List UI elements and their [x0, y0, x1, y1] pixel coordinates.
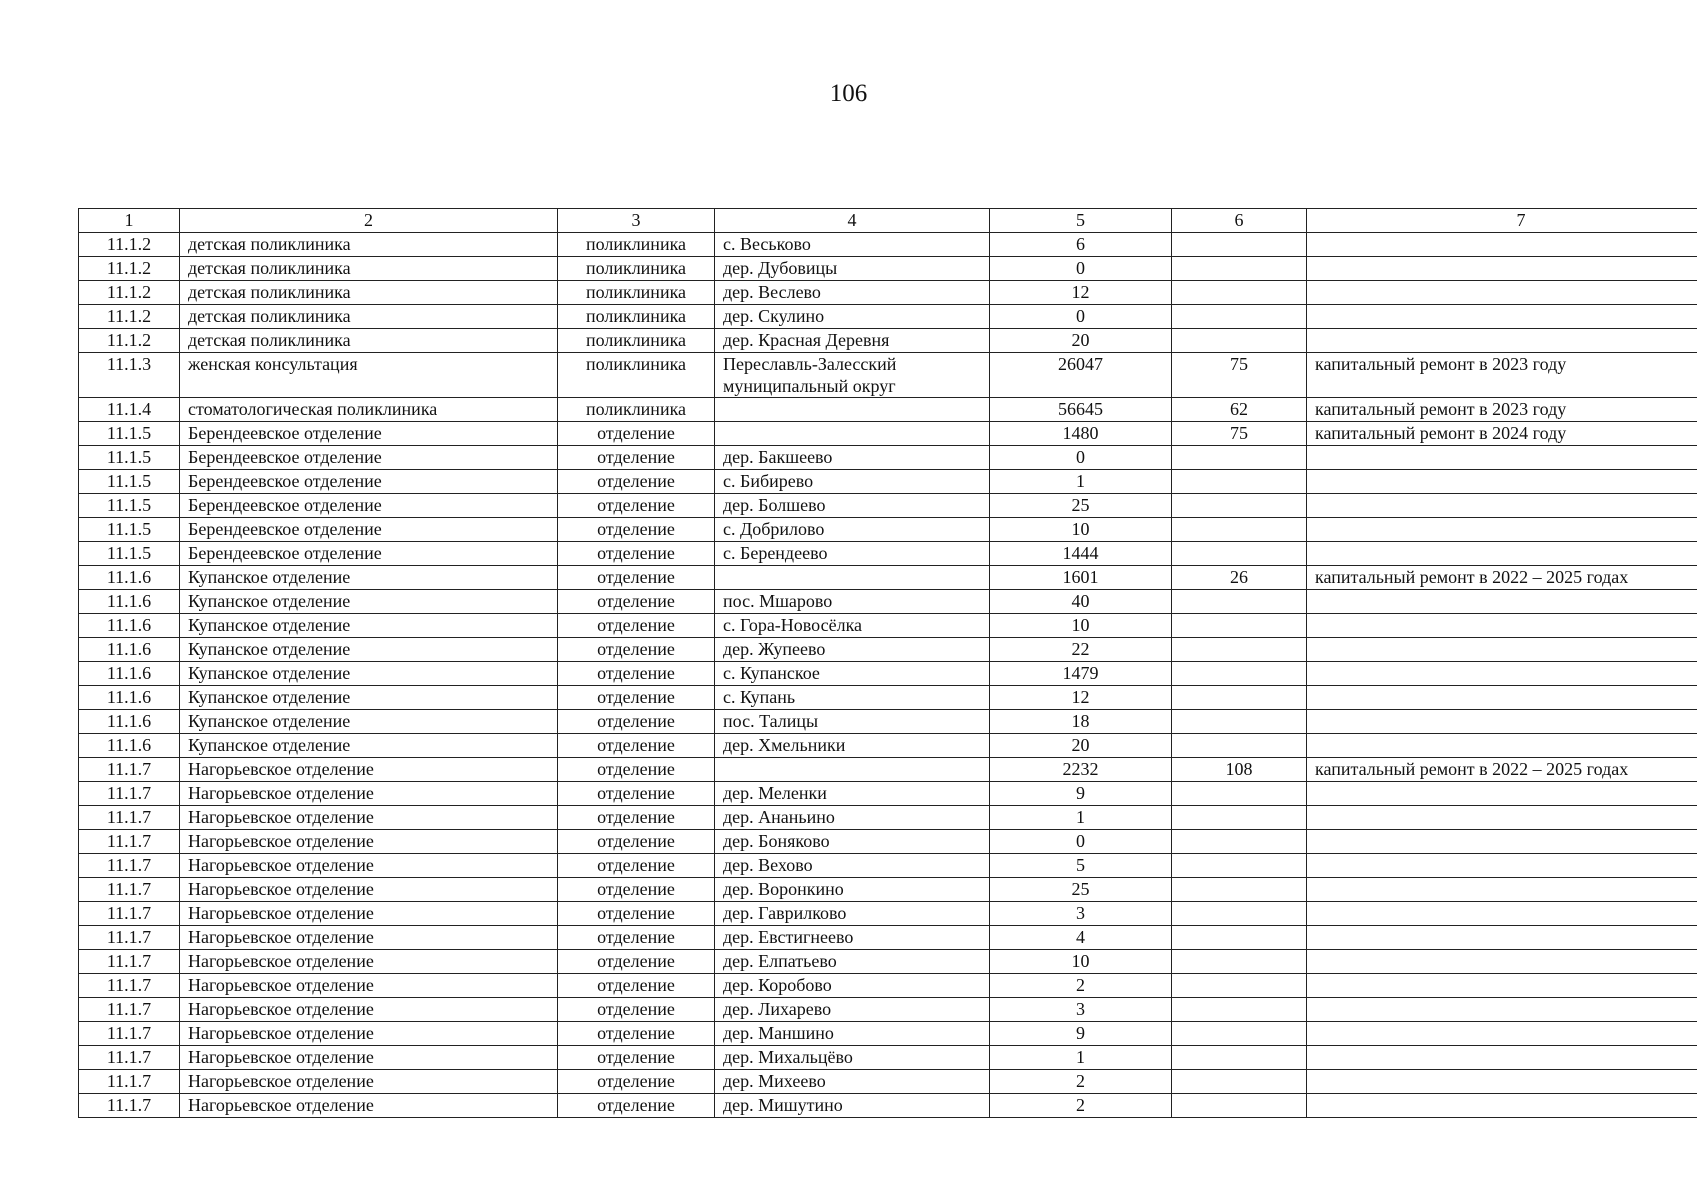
type-cell: поликлиника: [558, 233, 715, 257]
note-cell: [1307, 257, 1697, 281]
percent-cell: [1172, 590, 1307, 614]
location-cell: дер. Мишутино: [715, 1094, 990, 1118]
type-cell: отделение: [558, 542, 715, 566]
institution-name-cell: Нагорьевское отделение: [180, 1070, 558, 1094]
value-cell: 12: [990, 281, 1172, 305]
location-cell: дер. Лихарево: [715, 998, 990, 1022]
percent-cell: [1172, 878, 1307, 902]
type-cell: поликлиника: [558, 329, 715, 353]
percent-cell: 75: [1172, 353, 1307, 398]
note-cell: [1307, 878, 1697, 902]
note-cell: [1307, 281, 1697, 305]
table-row: [79, 926, 1697, 950]
note-cell: [1307, 902, 1697, 926]
table-row: [79, 854, 1697, 878]
institution-name-cell: детская поликлиника: [180, 305, 558, 329]
type-cell: отделение: [558, 1022, 715, 1046]
value-cell: 1444: [990, 542, 1172, 566]
institution-name-cell: Купанское отделение: [180, 686, 558, 710]
note-cell: [1307, 662, 1697, 686]
location-cell: [715, 566, 990, 590]
institution-name-cell: стоматологическая поликлиника: [180, 398, 558, 422]
row-code-cell: 11.1.6: [79, 710, 180, 734]
row-code-cell: 11.1.7: [79, 1046, 180, 1070]
institution-name-cell: Нагорьевское отделение: [180, 782, 558, 806]
type-cell: поликлиника: [558, 281, 715, 305]
value-cell: 10: [990, 950, 1172, 974]
percent-cell: [1172, 1070, 1307, 1094]
type-cell: отделение: [558, 1094, 715, 1118]
location-cell: дер. Михальцёво: [715, 1046, 990, 1070]
note-cell: [1307, 950, 1697, 974]
institution-name-cell: Нагорьевское отделение: [180, 878, 558, 902]
type-cell: отделение: [558, 998, 715, 1022]
row-code-cell: 11.1.7: [79, 1022, 180, 1046]
table-row: [79, 281, 1697, 305]
location-cell: с. Купань: [715, 686, 990, 710]
type-cell: отделение: [558, 854, 715, 878]
note-cell: [1307, 329, 1697, 353]
location-cell: с. Бибирево: [715, 470, 990, 494]
institution-name-cell: Купанское отделение: [180, 662, 558, 686]
value-cell: 1: [990, 470, 1172, 494]
table-row: [79, 638, 1697, 662]
row-code-cell: 11.1.7: [79, 1070, 180, 1094]
note-cell: капитальный ремонт в 2024 году: [1307, 422, 1697, 446]
table-row: [79, 998, 1697, 1022]
percent-cell: [1172, 806, 1307, 830]
type-cell: отделение: [558, 422, 715, 446]
note-cell: [1307, 710, 1697, 734]
type-cell: отделение: [558, 950, 715, 974]
percent-cell: [1172, 734, 1307, 758]
institution-name-cell: Купанское отделение: [180, 590, 558, 614]
note-cell: [1307, 446, 1697, 470]
row-code-cell: 11.1.5: [79, 494, 180, 518]
institution-name-cell: детская поликлиника: [180, 233, 558, 257]
percent-cell: [1172, 470, 1307, 494]
note-cell: [1307, 470, 1697, 494]
institution-name-cell: Нагорьевское отделение: [180, 926, 558, 950]
table-row: [79, 830, 1697, 854]
institution-name-cell: Купанское отделение: [180, 614, 558, 638]
table-row: [79, 257, 1697, 281]
value-cell: 20: [990, 329, 1172, 353]
type-cell: отделение: [558, 566, 715, 590]
table-row: [79, 398, 1697, 422]
location-cell: с. Веськово: [715, 233, 990, 257]
percent-cell: [1172, 638, 1307, 662]
table-row: [79, 1070, 1697, 1094]
column-header: 7: [1307, 209, 1697, 233]
location-cell: дер. Дубовицы: [715, 257, 990, 281]
institution-name-cell: Нагорьевское отделение: [180, 806, 558, 830]
value-cell: 0: [990, 257, 1172, 281]
table-row: [79, 806, 1697, 830]
row-code-cell: 11.1.6: [79, 614, 180, 638]
table-row: [79, 518, 1697, 542]
location-cell: с. Берендеево: [715, 542, 990, 566]
percent-cell: [1172, 998, 1307, 1022]
type-cell: отделение: [558, 638, 715, 662]
location-cell: дер. Бакшеево: [715, 446, 990, 470]
type-cell: отделение: [558, 590, 715, 614]
institution-name-cell: Купанское отделение: [180, 710, 558, 734]
institution-name-cell: Купанское отделение: [180, 734, 558, 758]
type-cell: поликлиника: [558, 398, 715, 422]
value-cell: 9: [990, 1022, 1172, 1046]
location-cell: дер. Евстигнеево: [715, 926, 990, 950]
value-cell: 12: [990, 686, 1172, 710]
table-row: [79, 950, 1697, 974]
note-cell: [1307, 806, 1697, 830]
row-code-cell: 11.1.6: [79, 590, 180, 614]
type-cell: отделение: [558, 878, 715, 902]
column-header: 5: [990, 209, 1172, 233]
row-code-cell: 11.1.6: [79, 686, 180, 710]
note-cell: [1307, 782, 1697, 806]
column-header: 6: [1172, 209, 1307, 233]
row-code-cell: 11.1.2: [79, 233, 180, 257]
value-cell: 25: [990, 494, 1172, 518]
note-cell: капитальный ремонт в 2023 году: [1307, 353, 1697, 398]
location-cell: пос. Талицы: [715, 710, 990, 734]
column-header: 1: [79, 209, 180, 233]
note-cell: [1307, 998, 1697, 1022]
value-cell: 5: [990, 854, 1172, 878]
location-cell: пос. Мшарово: [715, 590, 990, 614]
percent-cell: 26: [1172, 566, 1307, 590]
percent-cell: [1172, 854, 1307, 878]
percent-cell: [1172, 329, 1307, 353]
type-cell: отделение: [558, 926, 715, 950]
row-code-cell: 11.1.7: [79, 878, 180, 902]
percent-cell: 62: [1172, 398, 1307, 422]
table-row: [79, 494, 1697, 518]
note-cell: [1307, 1046, 1697, 1070]
location-cell: с. Купанское: [715, 662, 990, 686]
table-row: [79, 470, 1697, 494]
percent-cell: [1172, 686, 1307, 710]
note-cell: [1307, 494, 1697, 518]
institution-name-cell: детская поликлиника: [180, 281, 558, 305]
column-header: 3: [558, 209, 715, 233]
location-cell: дер. Веслево: [715, 281, 990, 305]
percent-cell: [1172, 830, 1307, 854]
institution-name-cell: Берендеевское отделение: [180, 494, 558, 518]
note-cell: [1307, 233, 1697, 257]
table-row: [79, 305, 1697, 329]
type-cell: отделение: [558, 470, 715, 494]
type-cell: отделение: [558, 830, 715, 854]
table-row: [79, 782, 1697, 806]
value-cell: 9: [990, 782, 1172, 806]
percent-cell: [1172, 902, 1307, 926]
location-cell: [715, 758, 990, 782]
institution-name-cell: детская поликлиника: [180, 329, 558, 353]
value-cell: 26047: [990, 353, 1172, 398]
row-code-cell: 11.1.2: [79, 305, 180, 329]
note-cell: [1307, 830, 1697, 854]
percent-cell: [1172, 662, 1307, 686]
note-cell: капитальный ремонт в 2023 году: [1307, 398, 1697, 422]
location-cell: дер. Вехово: [715, 854, 990, 878]
row-code-cell: 11.1.5: [79, 470, 180, 494]
location-cell: дер. Ананьино: [715, 806, 990, 830]
row-code-cell: 11.1.7: [79, 998, 180, 1022]
value-cell: 1: [990, 1046, 1172, 1070]
value-cell: 20: [990, 734, 1172, 758]
table-row: [79, 1046, 1697, 1070]
note-cell: [1307, 590, 1697, 614]
row-code-cell: 11.1.4: [79, 398, 180, 422]
row-code-cell: 11.1.7: [79, 806, 180, 830]
note-cell: [1307, 926, 1697, 950]
column-header: 2: [180, 209, 558, 233]
value-cell: 3: [990, 902, 1172, 926]
location-cell: [715, 422, 990, 446]
row-code-cell: 11.1.7: [79, 1094, 180, 1118]
location-cell: дер. Боняково: [715, 830, 990, 854]
percent-cell: [1172, 950, 1307, 974]
note-cell: [1307, 734, 1697, 758]
note-cell: [1307, 614, 1697, 638]
row-code-cell: 11.1.5: [79, 446, 180, 470]
location-cell: Переславль-Залесский муниципальный округ: [715, 353, 990, 398]
type-cell: отделение: [558, 1046, 715, 1070]
institution-name-cell: женская консультация: [180, 353, 558, 398]
table-row: [79, 686, 1697, 710]
type-cell: отделение: [558, 734, 715, 758]
value-cell: 10: [990, 614, 1172, 638]
percent-cell: [1172, 305, 1307, 329]
table-row: [79, 1094, 1697, 1118]
type-cell: отделение: [558, 782, 715, 806]
table-row: [79, 446, 1697, 470]
type-cell: отделение: [558, 518, 715, 542]
value-cell: 3: [990, 998, 1172, 1022]
value-cell: 2: [990, 1094, 1172, 1118]
note-cell: [1307, 1022, 1697, 1046]
percent-cell: [1172, 710, 1307, 734]
row-code-cell: 11.1.7: [79, 782, 180, 806]
institution-name-cell: Берендеевское отделение: [180, 422, 558, 446]
note-cell: [1307, 542, 1697, 566]
percent-cell: [1172, 233, 1307, 257]
value-cell: 2232: [990, 758, 1172, 782]
institution-name-cell: детская поликлиника: [180, 257, 558, 281]
value-cell: 0: [990, 446, 1172, 470]
row-code-cell: 11.1.7: [79, 830, 180, 854]
value-cell: 40: [990, 590, 1172, 614]
table-header-row: [79, 209, 1697, 233]
institution-name-cell: Нагорьевское отделение: [180, 1046, 558, 1070]
institution-name-cell: Купанское отделение: [180, 638, 558, 662]
location-cell: дер. Болшево: [715, 494, 990, 518]
type-cell: отделение: [558, 446, 715, 470]
table-row: [79, 758, 1697, 782]
type-cell: отделение: [558, 758, 715, 782]
note-cell: [1307, 1070, 1697, 1094]
note-cell: [1307, 854, 1697, 878]
value-cell: 22: [990, 638, 1172, 662]
note-cell: [1307, 686, 1697, 710]
percent-cell: 75: [1172, 422, 1307, 446]
value-cell: 1480: [990, 422, 1172, 446]
percent-cell: [1172, 782, 1307, 806]
percent-cell: [1172, 281, 1307, 305]
type-cell: отделение: [558, 662, 715, 686]
table-row: [79, 902, 1697, 926]
location-cell: дер. Красная Деревня: [715, 329, 990, 353]
institution-name-cell: Нагорьевское отделение: [180, 758, 558, 782]
percent-cell: 108: [1172, 758, 1307, 782]
row-code-cell: 11.1.6: [79, 566, 180, 590]
value-cell: 1: [990, 806, 1172, 830]
value-cell: 4: [990, 926, 1172, 950]
value-cell: 6: [990, 233, 1172, 257]
percent-cell: [1172, 1022, 1307, 1046]
location-cell: с. Добрилово: [715, 518, 990, 542]
percent-cell: [1172, 446, 1307, 470]
table-row: [79, 422, 1697, 446]
percent-cell: [1172, 926, 1307, 950]
table-row: [79, 566, 1697, 590]
note-cell: [1307, 974, 1697, 998]
table-row: [79, 233, 1697, 257]
type-cell: отделение: [558, 686, 715, 710]
percent-cell: [1172, 614, 1307, 638]
table-row: [79, 542, 1697, 566]
type-cell: поликлиника: [558, 257, 715, 281]
note-cell: капитальный ремонт в 2022 – 2025 годах: [1307, 566, 1697, 590]
data-table: [78, 208, 1697, 1118]
institution-name-cell: Нагорьевское отделение: [180, 1022, 558, 1046]
value-cell: 25: [990, 878, 1172, 902]
table-row: [79, 710, 1697, 734]
row-code-cell: 11.1.7: [79, 902, 180, 926]
row-code-cell: 11.1.2: [79, 257, 180, 281]
table-row: [79, 614, 1697, 638]
value-cell: 56645: [990, 398, 1172, 422]
table-body: [79, 233, 1697, 1118]
note-cell: [1307, 638, 1697, 662]
location-cell: дер. Жупеево: [715, 638, 990, 662]
institution-name-cell: Нагорьевское отделение: [180, 974, 558, 998]
institution-name-cell: Берендеевское отделение: [180, 446, 558, 470]
institution-name-cell: Нагорьевское отделение: [180, 998, 558, 1022]
type-cell: отделение: [558, 902, 715, 926]
row-code-cell: 11.1.5: [79, 422, 180, 446]
note-cell: [1307, 518, 1697, 542]
type-cell: поликлиника: [558, 305, 715, 329]
value-cell: 2: [990, 974, 1172, 998]
institution-name-cell: Нагорьевское отделение: [180, 830, 558, 854]
row-code-cell: 11.1.6: [79, 662, 180, 686]
row-code-cell: 11.1.7: [79, 926, 180, 950]
row-code-cell: 11.1.6: [79, 638, 180, 662]
value-cell: 1601: [990, 566, 1172, 590]
value-cell: 0: [990, 305, 1172, 329]
institution-name-cell: Нагорьевское отделение: [180, 854, 558, 878]
percent-cell: [1172, 974, 1307, 998]
location-cell: дер. Елпатьево: [715, 950, 990, 974]
table-row: [79, 662, 1697, 686]
row-code-cell: 11.1.5: [79, 542, 180, 566]
location-cell: дер. Коробово: [715, 974, 990, 998]
value-cell: 10: [990, 518, 1172, 542]
institution-name-cell: Берендеевское отделение: [180, 470, 558, 494]
location-cell: дер. Гаврилково: [715, 902, 990, 926]
percent-cell: [1172, 518, 1307, 542]
location-cell: дер. Скулино: [715, 305, 990, 329]
row-code-cell: 11.1.2: [79, 329, 180, 353]
page-number: 106: [829, 80, 868, 107]
row-code-cell: 11.1.7: [79, 854, 180, 878]
type-cell: отделение: [558, 1070, 715, 1094]
value-cell: 2: [990, 1070, 1172, 1094]
row-code-cell: 11.1.7: [79, 758, 180, 782]
note-cell: капитальный ремонт в 2022 – 2025 годах: [1307, 758, 1697, 782]
location-cell: дер. Маншино: [715, 1022, 990, 1046]
type-cell: отделение: [558, 494, 715, 518]
value-cell: 0: [990, 830, 1172, 854]
institution-name-cell: Нагорьевское отделение: [180, 902, 558, 926]
location-cell: [715, 398, 990, 422]
row-code-cell: 11.1.5: [79, 518, 180, 542]
location-cell: дер. Хмельники: [715, 734, 990, 758]
row-code-cell: 11.1.7: [79, 950, 180, 974]
table-row: [79, 353, 1697, 398]
type-cell: поликлиника: [558, 353, 715, 398]
row-code-cell: 11.1.2: [79, 281, 180, 305]
table-row: [79, 878, 1697, 902]
note-cell: [1307, 1094, 1697, 1118]
location-cell: дер. Воронкино: [715, 878, 990, 902]
table-row: [79, 734, 1697, 758]
note-cell: [1307, 305, 1697, 329]
location-cell: с. Гора-Новосёлка: [715, 614, 990, 638]
table-row: [79, 590, 1697, 614]
institution-name-cell: Берендеевское отделение: [180, 518, 558, 542]
row-code-cell: 11.1.3: [79, 353, 180, 398]
percent-cell: [1172, 257, 1307, 281]
location-cell: дер. Меленки: [715, 782, 990, 806]
table-row: [79, 1022, 1697, 1046]
table-row: [79, 974, 1697, 998]
value-cell: 18: [990, 710, 1172, 734]
percent-cell: [1172, 1094, 1307, 1118]
percent-cell: [1172, 542, 1307, 566]
type-cell: отделение: [558, 614, 715, 638]
type-cell: отделение: [558, 710, 715, 734]
row-code-cell: 11.1.6: [79, 734, 180, 758]
institution-name-cell: Нагорьевское отделение: [180, 1094, 558, 1118]
table-row: [79, 329, 1697, 353]
location-cell: дер. Михеево: [715, 1070, 990, 1094]
row-code-cell: 11.1.7: [79, 974, 180, 998]
percent-cell: [1172, 494, 1307, 518]
column-header: 4: [715, 209, 990, 233]
institution-name-cell: Купанское отделение: [180, 566, 558, 590]
value-cell: 1479: [990, 662, 1172, 686]
type-cell: отделение: [558, 806, 715, 830]
institution-name-cell: Берендеевское отделение: [180, 542, 558, 566]
percent-cell: [1172, 1046, 1307, 1070]
type-cell: отделение: [558, 974, 715, 998]
institution-name-cell: Нагорьевское отделение: [180, 950, 558, 974]
